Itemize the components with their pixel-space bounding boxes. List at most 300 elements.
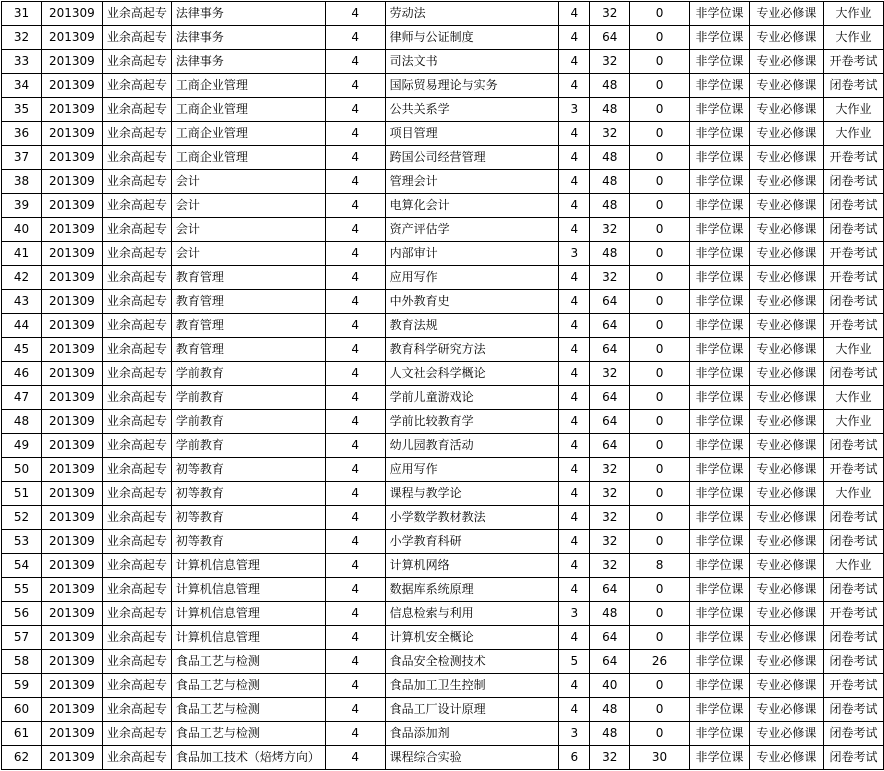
- hours-cell: 32: [590, 506, 630, 530]
- duration-cell: 4: [325, 50, 385, 74]
- course-name-cell: 管理会计: [385, 170, 559, 194]
- degree-type-cell: 非学位课: [689, 626, 749, 650]
- duration-cell: 4: [325, 290, 385, 314]
- course-type-cell: 专业必修课: [749, 722, 823, 746]
- course-name-cell: 人文社会科学概论: [385, 362, 559, 386]
- table-row: [2, 50, 884, 74]
- course-type-cell: 专业必修课: [749, 458, 823, 482]
- level-cell: 业余高起专: [102, 554, 171, 578]
- level-cell: 业余高起专: [102, 314, 171, 338]
- duration-cell: 4: [325, 218, 385, 242]
- degree-type-cell: 非学位课: [689, 362, 749, 386]
- course-name-cell: 食品添加剂: [385, 722, 559, 746]
- table-row: [2, 674, 884, 698]
- level-cell: 业余高起专: [102, 650, 171, 674]
- exam-method-cell: 闭卷考试: [823, 218, 883, 242]
- row-number-cell: 45: [2, 338, 42, 362]
- duration-cell: 4: [325, 578, 385, 602]
- table-row: [2, 266, 884, 290]
- hours-cell: 40: [590, 674, 630, 698]
- row-number-cell: 49: [2, 434, 42, 458]
- term-cell: 201309: [41, 146, 102, 170]
- major-cell: 法律事务: [171, 50, 325, 74]
- level-cell: 业余高起专: [102, 530, 171, 554]
- duration-cell: 4: [325, 506, 385, 530]
- major-cell: 会计: [171, 194, 325, 218]
- credit-cell: 4: [559, 530, 590, 554]
- exam-method-cell: 闭卷考试: [823, 530, 883, 554]
- level-cell: 业余高起专: [102, 482, 171, 506]
- major-cell: 初等教育: [171, 482, 325, 506]
- degree-type-cell: 非学位课: [689, 506, 749, 530]
- term-cell: 201309: [41, 554, 102, 578]
- exam-method-cell: 闭卷考试: [823, 290, 883, 314]
- lab-hours-cell: 0: [630, 26, 690, 50]
- hours-cell: 32: [590, 482, 630, 506]
- course-name-cell: 应用写作: [385, 458, 559, 482]
- major-cell: 工商企业管理: [171, 122, 325, 146]
- credit-cell: 3: [559, 98, 590, 122]
- table-row: [2, 746, 884, 770]
- table-row: [2, 602, 884, 626]
- degree-type-cell: 非学位课: [689, 266, 749, 290]
- exam-method-cell: 大作业: [823, 122, 883, 146]
- table-row: [2, 194, 884, 218]
- hours-cell: 48: [590, 170, 630, 194]
- table-row: [2, 578, 884, 602]
- term-cell: 201309: [41, 98, 102, 122]
- course-name-cell: 幼儿园教育活动: [385, 434, 559, 458]
- lab-hours-cell: 0: [630, 170, 690, 194]
- duration-cell: 4: [325, 194, 385, 218]
- course-type-cell: 专业必修课: [749, 602, 823, 626]
- lab-hours-cell: 0: [630, 602, 690, 626]
- row-number-cell: 42: [2, 266, 42, 290]
- credit-cell: 4: [559, 146, 590, 170]
- degree-type-cell: 非学位课: [689, 434, 749, 458]
- term-cell: 201309: [41, 530, 102, 554]
- term-cell: 201309: [41, 626, 102, 650]
- row-number-cell: 48: [2, 410, 42, 434]
- degree-type-cell: 非学位课: [689, 242, 749, 266]
- major-cell: 教育管理: [171, 266, 325, 290]
- exam-method-cell: 大作业: [823, 410, 883, 434]
- row-number-cell: 47: [2, 386, 42, 410]
- major-cell: 工商企业管理: [171, 74, 325, 98]
- degree-type-cell: 非学位课: [689, 458, 749, 482]
- level-cell: 业余高起专: [102, 626, 171, 650]
- course-type-cell: 专业必修课: [749, 386, 823, 410]
- lab-hours-cell: 0: [630, 242, 690, 266]
- term-cell: 201309: [41, 194, 102, 218]
- credit-cell: 6: [559, 746, 590, 770]
- credit-cell: 4: [559, 482, 590, 506]
- degree-type-cell: 非学位课: [689, 338, 749, 362]
- course-type-cell: 专业必修课: [749, 626, 823, 650]
- hours-cell: 64: [590, 338, 630, 362]
- level-cell: 业余高起专: [102, 98, 171, 122]
- course-name-cell: 教育法规: [385, 314, 559, 338]
- course-name-cell: 中外教育史: [385, 290, 559, 314]
- term-cell: 201309: [41, 218, 102, 242]
- row-number-cell: 58: [2, 650, 42, 674]
- duration-cell: 4: [325, 530, 385, 554]
- level-cell: 业余高起专: [102, 26, 171, 50]
- row-number-cell: 36: [2, 122, 42, 146]
- term-cell: 201309: [41, 266, 102, 290]
- course-name-cell: 律师与公证制度: [385, 26, 559, 50]
- course-name-cell: 国际贸易理论与实务: [385, 74, 559, 98]
- degree-type-cell: 非学位课: [689, 602, 749, 626]
- hours-cell: 32: [590, 362, 630, 386]
- degree-type-cell: 非学位课: [689, 698, 749, 722]
- duration-cell: 4: [325, 410, 385, 434]
- term-cell: 201309: [41, 74, 102, 98]
- table-row: [2, 122, 884, 146]
- credit-cell: 4: [559, 698, 590, 722]
- table-row: [2, 554, 884, 578]
- degree-type-cell: 非学位课: [689, 122, 749, 146]
- exam-method-cell: 闭卷考试: [823, 698, 883, 722]
- table-row: [2, 26, 884, 50]
- exam-method-cell: 闭卷考试: [823, 362, 883, 386]
- row-number-cell: 35: [2, 98, 42, 122]
- credit-cell: 4: [559, 266, 590, 290]
- exam-method-cell: 开卷考试: [823, 146, 883, 170]
- hours-cell: 64: [590, 626, 630, 650]
- exam-method-cell: 开卷考试: [823, 266, 883, 290]
- row-number-cell: 34: [2, 74, 42, 98]
- degree-type-cell: 非学位课: [689, 146, 749, 170]
- credit-cell: 4: [559, 410, 590, 434]
- course-name-cell: 课程与教学论: [385, 482, 559, 506]
- hours-cell: 48: [590, 74, 630, 98]
- degree-type-cell: 非学位课: [689, 410, 749, 434]
- credit-cell: 4: [559, 626, 590, 650]
- hours-cell: 32: [590, 266, 630, 290]
- course-name-cell: 课程综合实验: [385, 746, 559, 770]
- course-name-cell: 资产评估学: [385, 218, 559, 242]
- row-number-cell: 56: [2, 602, 42, 626]
- course-table-body: [2, 2, 884, 770]
- degree-type-cell: 非学位课: [689, 530, 749, 554]
- row-number-cell: 51: [2, 482, 42, 506]
- table-row: [2, 386, 884, 410]
- duration-cell: 4: [325, 554, 385, 578]
- level-cell: 业余高起专: [102, 194, 171, 218]
- course-name-cell: 司法文书: [385, 50, 559, 74]
- term-cell: 201309: [41, 242, 102, 266]
- level-cell: 业余高起专: [102, 386, 171, 410]
- major-cell: 初等教育: [171, 506, 325, 530]
- credit-cell: 4: [559, 674, 590, 698]
- lab-hours-cell: 0: [630, 458, 690, 482]
- degree-type-cell: 非学位课: [689, 50, 749, 74]
- exam-method-cell: 开卷考试: [823, 314, 883, 338]
- exam-method-cell: 闭卷考试: [823, 626, 883, 650]
- credit-cell: 4: [559, 290, 590, 314]
- course-type-cell: 专业必修课: [749, 290, 823, 314]
- table-row: [2, 290, 884, 314]
- lab-hours-cell: 0: [630, 74, 690, 98]
- lab-hours-cell: 8: [630, 554, 690, 578]
- duration-cell: 4: [325, 722, 385, 746]
- level-cell: 业余高起专: [102, 218, 171, 242]
- course-name-cell: 小学数学教材教法: [385, 506, 559, 530]
- major-cell: 工商企业管理: [171, 146, 325, 170]
- hours-cell: 32: [590, 458, 630, 482]
- term-cell: 201309: [41, 362, 102, 386]
- major-cell: 会计: [171, 218, 325, 242]
- duration-cell: 4: [325, 338, 385, 362]
- major-cell: 会计: [171, 242, 325, 266]
- lab-hours-cell: 0: [630, 338, 690, 362]
- course-type-cell: 专业必修课: [749, 314, 823, 338]
- degree-type-cell: 非学位课: [689, 26, 749, 50]
- duration-cell: 4: [325, 386, 385, 410]
- row-number-cell: 40: [2, 218, 42, 242]
- lab-hours-cell: 0: [630, 722, 690, 746]
- lab-hours-cell: 0: [630, 290, 690, 314]
- credit-cell: 4: [559, 50, 590, 74]
- course-type-cell: 专业必修课: [749, 674, 823, 698]
- hours-cell: 32: [590, 2, 630, 26]
- course-type-cell: 专业必修课: [749, 482, 823, 506]
- hours-cell: 64: [590, 386, 630, 410]
- term-cell: 201309: [41, 698, 102, 722]
- lab-hours-cell: 0: [630, 266, 690, 290]
- degree-type-cell: 非学位课: [689, 482, 749, 506]
- credit-cell: 4: [559, 338, 590, 362]
- degree-type-cell: 非学位课: [689, 554, 749, 578]
- credit-cell: 4: [559, 194, 590, 218]
- course-type-cell: 专业必修课: [749, 698, 823, 722]
- major-cell: 食品工艺与检测: [171, 722, 325, 746]
- hours-cell: 64: [590, 578, 630, 602]
- lab-hours-cell: 0: [630, 506, 690, 530]
- table-row: [2, 482, 884, 506]
- exam-method-cell: 开卷考试: [823, 674, 883, 698]
- duration-cell: 4: [325, 74, 385, 98]
- level-cell: 业余高起专: [102, 170, 171, 194]
- lab-hours-cell: 0: [630, 218, 690, 242]
- course-type-cell: 专业必修课: [749, 506, 823, 530]
- hours-cell: 48: [590, 602, 630, 626]
- course-type-cell: 专业必修课: [749, 410, 823, 434]
- lab-hours-cell: 0: [630, 194, 690, 218]
- hours-cell: 64: [590, 314, 630, 338]
- course-type-cell: 专业必修课: [749, 362, 823, 386]
- credit-cell: 4: [559, 122, 590, 146]
- duration-cell: 4: [325, 362, 385, 386]
- row-number-cell: 53: [2, 530, 42, 554]
- degree-type-cell: 非学位课: [689, 650, 749, 674]
- course-name-cell: 数据库系统原理: [385, 578, 559, 602]
- lab-hours-cell: 0: [630, 2, 690, 26]
- credit-cell: 4: [559, 554, 590, 578]
- row-number-cell: 39: [2, 194, 42, 218]
- level-cell: 业余高起专: [102, 242, 171, 266]
- hours-cell: 48: [590, 98, 630, 122]
- term-cell: 201309: [41, 506, 102, 530]
- degree-type-cell: 非学位课: [689, 98, 749, 122]
- duration-cell: 4: [325, 434, 385, 458]
- course-name-cell: 信息检索与利用: [385, 602, 559, 626]
- exam-method-cell: 闭卷考试: [823, 746, 883, 770]
- degree-type-cell: 非学位课: [689, 314, 749, 338]
- exam-method-cell: 闭卷考试: [823, 506, 883, 530]
- degree-type-cell: 非学位课: [689, 746, 749, 770]
- table-row: [2, 242, 884, 266]
- level-cell: 业余高起专: [102, 74, 171, 98]
- degree-type-cell: 非学位课: [689, 170, 749, 194]
- table-row: [2, 434, 884, 458]
- duration-cell: 4: [325, 242, 385, 266]
- row-number-cell: 33: [2, 50, 42, 74]
- table-row: [2, 218, 884, 242]
- course-name-cell: 食品工厂设计原理: [385, 698, 559, 722]
- course-table: [1, 1, 884, 770]
- major-cell: 学前教育: [171, 362, 325, 386]
- course-name-cell: 劳动法: [385, 2, 559, 26]
- duration-cell: 4: [325, 266, 385, 290]
- course-name-cell: 电算化会计: [385, 194, 559, 218]
- duration-cell: 4: [325, 314, 385, 338]
- credit-cell: 4: [559, 26, 590, 50]
- level-cell: 业余高起专: [102, 434, 171, 458]
- course-type-cell: 专业必修课: [749, 530, 823, 554]
- exam-method-cell: 闭卷考试: [823, 194, 883, 218]
- term-cell: 201309: [41, 650, 102, 674]
- table-row: [2, 626, 884, 650]
- row-number-cell: 43: [2, 290, 42, 314]
- row-number-cell: 61: [2, 722, 42, 746]
- level-cell: 业余高起专: [102, 506, 171, 530]
- degree-type-cell: 非学位课: [689, 74, 749, 98]
- course-name-cell: 公共关系学: [385, 98, 559, 122]
- course-type-cell: 专业必修课: [749, 50, 823, 74]
- duration-cell: 4: [325, 122, 385, 146]
- lab-hours-cell: 0: [630, 50, 690, 74]
- exam-method-cell: 开卷考试: [823, 50, 883, 74]
- duration-cell: 4: [325, 650, 385, 674]
- major-cell: 食品加工技术（焙烤方向）: [171, 746, 325, 770]
- credit-cell: 4: [559, 434, 590, 458]
- term-cell: 201309: [41, 482, 102, 506]
- term-cell: 201309: [41, 386, 102, 410]
- hours-cell: 48: [590, 146, 630, 170]
- credit-cell: 3: [559, 242, 590, 266]
- lab-hours-cell: 0: [630, 674, 690, 698]
- term-cell: 201309: [41, 26, 102, 50]
- lab-hours-cell: 0: [630, 482, 690, 506]
- exam-method-cell: 闭卷考试: [823, 74, 883, 98]
- exam-method-cell: 大作业: [823, 554, 883, 578]
- degree-type-cell: 非学位课: [689, 722, 749, 746]
- degree-type-cell: 非学位课: [689, 194, 749, 218]
- credit-cell: 4: [559, 458, 590, 482]
- course-name-cell: 计算机安全概论: [385, 626, 559, 650]
- course-name-cell: 食品安全检测技术: [385, 650, 559, 674]
- exam-method-cell: 开卷考试: [823, 602, 883, 626]
- table-row: [2, 698, 884, 722]
- duration-cell: 4: [325, 626, 385, 650]
- degree-type-cell: 非学位课: [689, 578, 749, 602]
- course-type-cell: 专业必修课: [749, 338, 823, 362]
- level-cell: 业余高起专: [102, 338, 171, 362]
- hours-cell: 32: [590, 746, 630, 770]
- major-cell: 初等教育: [171, 530, 325, 554]
- level-cell: 业余高起专: [102, 410, 171, 434]
- course-type-cell: 专业必修课: [749, 746, 823, 770]
- term-cell: 201309: [41, 314, 102, 338]
- term-cell: 201309: [41, 674, 102, 698]
- course-type-cell: 专业必修课: [749, 146, 823, 170]
- hours-cell: 48: [590, 698, 630, 722]
- level-cell: 业余高起专: [102, 146, 171, 170]
- lab-hours-cell: 0: [630, 434, 690, 458]
- duration-cell: 4: [325, 602, 385, 626]
- major-cell: 学前教育: [171, 410, 325, 434]
- credit-cell: 4: [559, 74, 590, 98]
- level-cell: 业余高起专: [102, 266, 171, 290]
- duration-cell: 4: [325, 26, 385, 50]
- level-cell: 业余高起专: [102, 698, 171, 722]
- term-cell: 201309: [41, 290, 102, 314]
- course-type-cell: 专业必修课: [749, 122, 823, 146]
- hours-cell: 64: [590, 26, 630, 50]
- major-cell: 计算机信息管理: [171, 554, 325, 578]
- exam-method-cell: 大作业: [823, 98, 883, 122]
- course-name-cell: 教育科学研究方法: [385, 338, 559, 362]
- hours-cell: 48: [590, 194, 630, 218]
- table-row: [2, 74, 884, 98]
- course-name-cell: 小学教育科研: [385, 530, 559, 554]
- major-cell: 会计: [171, 170, 325, 194]
- major-cell: 食品工艺与检测: [171, 650, 325, 674]
- duration-cell: 4: [325, 458, 385, 482]
- row-number-cell: 38: [2, 170, 42, 194]
- table-row: [2, 458, 884, 482]
- lab-hours-cell: 0: [630, 146, 690, 170]
- table-row: [2, 170, 884, 194]
- term-cell: 201309: [41, 434, 102, 458]
- credit-cell: 4: [559, 506, 590, 530]
- major-cell: 计算机信息管理: [171, 578, 325, 602]
- course-type-cell: 专业必修课: [749, 434, 823, 458]
- exam-method-cell: 大作业: [823, 482, 883, 506]
- table-row: [2, 146, 884, 170]
- credit-cell: 3: [559, 602, 590, 626]
- term-cell: 201309: [41, 458, 102, 482]
- course-name-cell: 跨国公司经营管理: [385, 146, 559, 170]
- major-cell: 法律事务: [171, 26, 325, 50]
- course-name-cell: 内部审计: [385, 242, 559, 266]
- course-type-cell: 专业必修课: [749, 2, 823, 26]
- row-number-cell: 62: [2, 746, 42, 770]
- row-number-cell: 60: [2, 698, 42, 722]
- level-cell: 业余高起专: [102, 50, 171, 74]
- level-cell: 业余高起专: [102, 2, 171, 26]
- exam-method-cell: 闭卷考试: [823, 722, 883, 746]
- course-name-cell: 学前比较教育学: [385, 410, 559, 434]
- degree-type-cell: 非学位课: [689, 674, 749, 698]
- major-cell: 食品工艺与检测: [171, 674, 325, 698]
- level-cell: 业余高起专: [102, 746, 171, 770]
- exam-method-cell: 闭卷考试: [823, 650, 883, 674]
- course-name-cell: 应用写作: [385, 266, 559, 290]
- exam-method-cell: 闭卷考试: [823, 434, 883, 458]
